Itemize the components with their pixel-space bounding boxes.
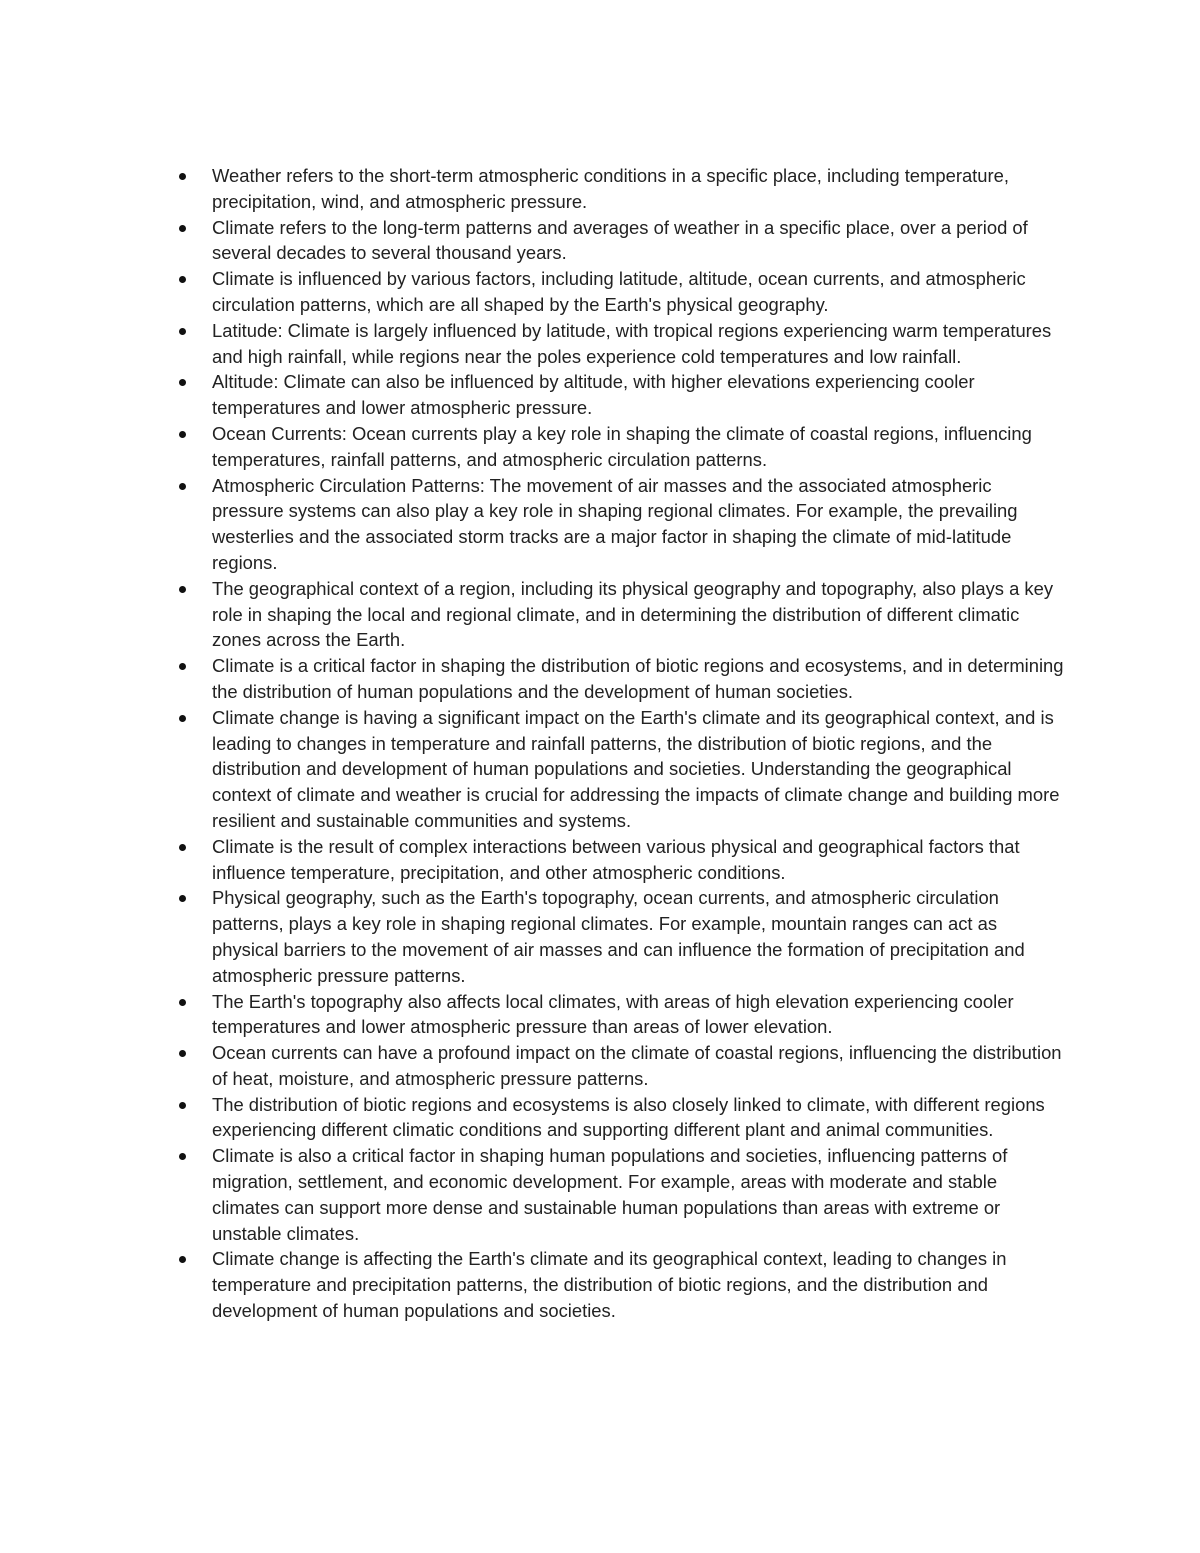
bullet-text: Climate is also a critical factor in shaping human populations and societies, influencing patterns of migration, settlement, and economic development. For example, areas with moderate and stable climates can support more dense and sustainable human populations than areas with extreme or unstable climates. xyxy=(212,1145,1008,1244)
bullet-dot-icon xyxy=(179,1256,186,1263)
list-item xyxy=(176,653,1066,705)
bullet-dot-icon xyxy=(179,173,186,180)
list-item xyxy=(176,1092,1066,1144)
bullet-dot-icon xyxy=(179,663,186,670)
list-item xyxy=(176,705,1066,834)
list-item xyxy=(176,421,1066,473)
bullet-dot-icon xyxy=(179,1102,186,1109)
list-item xyxy=(176,834,1066,886)
bullet-text: Climate is the result of complex interactions between various physical and geographical factors that influence temperature, precipitation, and other atmospheric conditions. xyxy=(212,835,1020,883)
bullet-dot-icon xyxy=(179,483,186,490)
bullet-text: The Earth's topography also affects local climates, with areas of high elevation experiencing cooler temperatures and lower atmospheric pressure than areas of lower elevation. xyxy=(212,990,1014,1038)
bullet-text: The distribution of biotic regions and ecosystems is also closely linked to climate, with different regions experiencing different climatic conditions and supporting different plant and animal communities. xyxy=(212,1093,1045,1141)
bullet-dot-icon xyxy=(179,379,186,386)
list-item xyxy=(176,1246,1066,1323)
bullet-text: The geographical context of a region, including its physical geography and topography, also plays a key role in shaping the local and regional climate, and in determining the distribution of different climatic zones across the Earth. xyxy=(212,577,1054,651)
bullet-dot-icon xyxy=(179,715,186,722)
bullet-dot-icon xyxy=(179,895,186,902)
list-item xyxy=(176,163,1066,215)
bullet-text: Climate is a critical factor in shaping the distribution of biotic regions and ecosystems, and in determining the distribution of human populations and the development of human societies. xyxy=(212,655,1064,702)
bullet-text: Physical geography, such as the Earth's topography, ocean currents, and atmospheric circulation patterns, plays a key role in shaping regional climates. For example, mountain ranges can act as physical barriers to the movement of air masses and can influence the formation of precipitation and atmospheric pressure patterns. xyxy=(212,887,1025,986)
list-item xyxy=(176,318,1066,370)
bullet-text: Climate refers to the long-term patterns and averages of weather in a specific place, over a period of several decades to several thousand years. xyxy=(212,216,1028,264)
bullet-text: Altitude: Climate can also be influenced by altitude, with higher elevations experiencing cooler temperatures and lower atmospheric pressure. xyxy=(212,371,975,419)
bullet-dot-icon xyxy=(179,1153,186,1160)
bullet-dot-icon xyxy=(179,844,186,851)
bullet-text: Weather refers to the short-term atmospheric conditions in a specific place, including temperature, precipitation, wind, and atmospheric pressure. xyxy=(212,165,1009,212)
list-item xyxy=(176,473,1066,576)
bullet-dot-icon xyxy=(179,586,186,593)
list-item xyxy=(176,215,1066,267)
list-item xyxy=(176,369,1066,421)
bullet-dot-icon xyxy=(179,431,186,438)
list-item xyxy=(176,989,1066,1041)
bullet-text: Ocean Currents: Ocean currents play a key role in shaping the climate of coastal regions, influencing temperatures, rainfall patterns, and atmospheric circulation patterns. xyxy=(212,422,1032,470)
bullet-dot-icon xyxy=(179,276,186,283)
bullet-text: Climate change is affecting the Earth's climate and its geographical context, leading to changes in temperature and precipitation patterns, the distribution of biotic regions, and the distribution and development of human populations and societies. xyxy=(212,1248,1007,1322)
bullet-text: Climate is influenced by various factors, including latitude, altitude, ocean currents, and atmospheric circulation patterns, which are all shaped by the Earth's physical geography. xyxy=(212,268,1026,315)
list-item xyxy=(176,576,1066,653)
bullet-text: Atmospheric Circulation Patterns: The movement of air masses and the associated atmospheric pressure systems can also play a key role in shaping regional climates. For example, the prevailing westerlies and the associated storm tracks are a major factor in shaping the climate of mid-latitude regions. xyxy=(212,474,1018,573)
list-item xyxy=(176,885,1066,988)
bullet-dot-icon xyxy=(179,999,186,1006)
bullet-dot-icon xyxy=(179,1050,186,1057)
list-item xyxy=(176,266,1066,318)
bullet-text: Ocean currents can have a profound impact on the climate of coastal regions, influencing the distribution of heat, moisture, and atmospheric pressure patterns. xyxy=(212,1042,1062,1089)
bullet-dot-icon xyxy=(179,225,186,232)
list-item xyxy=(176,1143,1066,1246)
bullet-dot-icon xyxy=(179,328,186,335)
bullet-text: Climate change is having a significant impact on the Earth's climate and its geographical context, and is leading to changes in temperature and rainfall patterns, the distribution of biotic regions, and the distribution and development of human populations and societies. Understanding the geographical context of climate and weather is crucial for addressing the impacts of climate change and building more resilient and sustainable communities and systems. xyxy=(212,706,1060,831)
bullet-list xyxy=(176,163,1066,1324)
bullet-text: Latitude: Climate is largely influenced by latitude, with tropical regions experiencing warm temperatures and high rainfall, while regions near the poles experience cold temperatures and low rainfall. xyxy=(212,319,1052,367)
list-item xyxy=(176,1040,1066,1092)
